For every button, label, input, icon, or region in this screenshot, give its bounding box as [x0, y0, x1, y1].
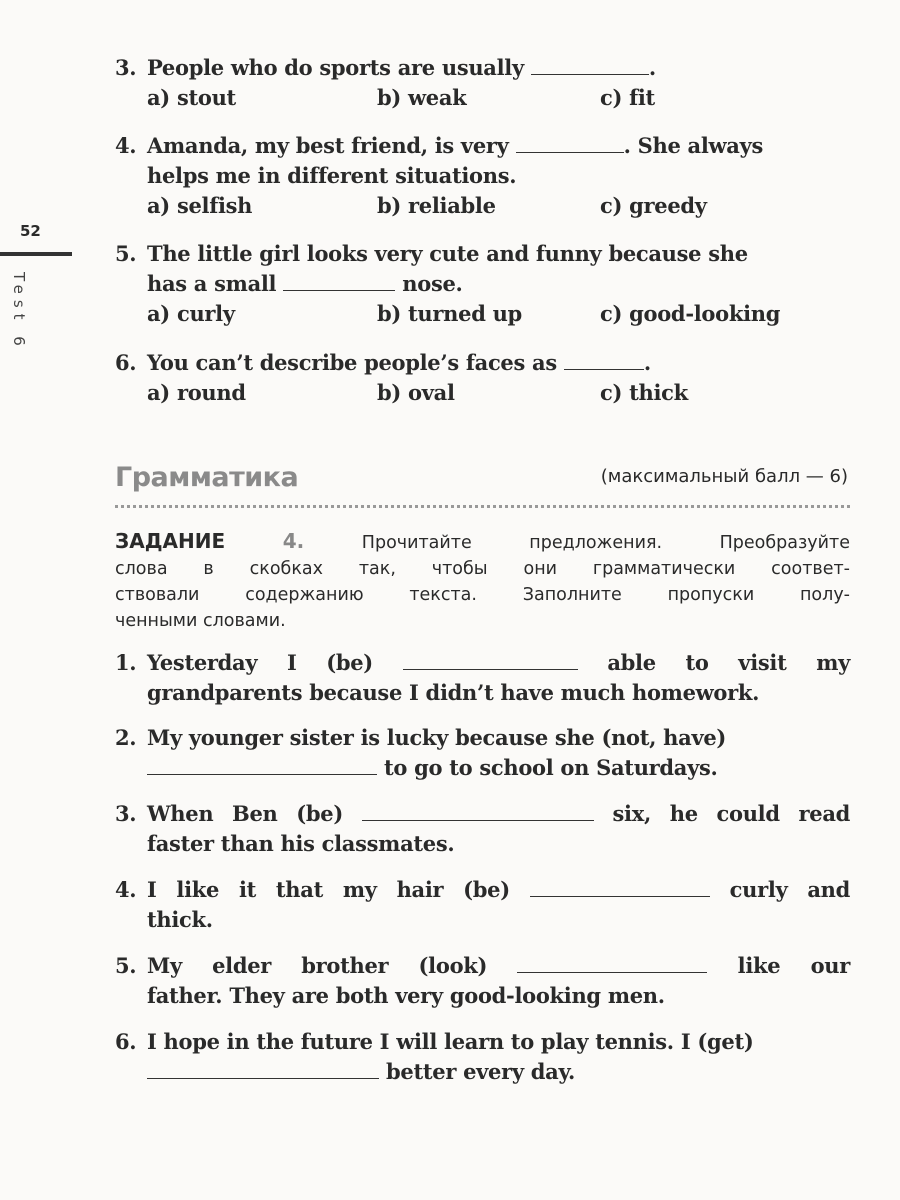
answer-blank[interactable]: [517, 954, 707, 973]
answer-blank[interactable]: [530, 878, 710, 897]
question-text: faster than his classmates.: [147, 831, 455, 856]
option-b[interactable]: b) weak: [377, 85, 467, 110]
question-text: .: [648, 55, 656, 80]
grammar-question-1: [115, 648, 850, 708]
question-text: to go to school on Saturdays.: [384, 755, 718, 780]
question-number: 1.: [115, 650, 137, 675]
grammar-question-2: [115, 723, 850, 783]
question-text: People who do sports are usually: [147, 55, 524, 80]
question-number: 3.: [115, 801, 137, 826]
answer-blank[interactable]: [362, 802, 594, 821]
task-text: слова в скобках так, чтобы они грамматически соответ-: [115, 559, 850, 579]
task-text: ствовали содержанию текста. Заполните пропуски полу-: [115, 585, 850, 605]
question-text: six, he could read: [612, 801, 851, 826]
answer-blank[interactable]: [403, 651, 578, 670]
question-text: .: [643, 350, 651, 375]
question-text: My elder brother (look): [147, 953, 488, 978]
question-number: 3.: [115, 55, 137, 80]
grammar-question-5: [115, 951, 850, 1011]
question-number: 4.: [115, 133, 137, 158]
option-a[interactable]: a) selfish: [147, 193, 253, 218]
question-text: Amanda, my best friend, is very: [147, 133, 509, 158]
question-text: The little girl looks very cute and funny because she: [147, 241, 748, 266]
vocab-question-4: [115, 131, 850, 221]
task-text: Прочитайте предложения. Преобразуйте: [361, 533, 850, 553]
task-text: ченными словами.: [115, 611, 286, 631]
question-text: like our: [737, 953, 851, 978]
task-number: 4.: [282, 529, 305, 553]
option-b[interactable]: b) turned up: [377, 301, 522, 326]
grammar-question-3: [115, 799, 850, 859]
option-b[interactable]: b) reliable: [377, 193, 496, 218]
option-c[interactable]: c) greedy: [600, 193, 707, 218]
option-c[interactable]: c) good-looking: [600, 301, 781, 326]
option-c[interactable]: c) thick: [600, 380, 688, 405]
question-number: 2.: [115, 725, 137, 750]
question-text: I like it that my hair (be): [147, 877, 510, 902]
dotted-divider: [115, 505, 850, 508]
answer-blank[interactable]: [283, 272, 395, 291]
question-text: able to visit my: [607, 650, 851, 675]
question-text: I hope in the future I will learn to play tennis. I (get): [147, 1029, 754, 1054]
question-number: 6.: [115, 1029, 137, 1054]
answer-blank[interactable]: [516, 134, 624, 153]
option-b[interactable]: b) oval: [377, 380, 455, 405]
section-title: Грамматика: [115, 462, 299, 493]
question-text: Yesterday I (be): [147, 650, 373, 675]
grammar-question-6: [115, 1027, 850, 1087]
max-score: (максимальный балл — 6): [600, 466, 848, 487]
question-text: My younger sister is lucky because she (not, have): [147, 725, 727, 750]
task-instructions: [115, 528, 850, 634]
question-text: You can’t describe people’s faces as: [147, 350, 557, 375]
test-label: Test 6: [10, 272, 28, 352]
question-text: nose.: [402, 271, 463, 296]
question-text: thick.: [147, 907, 213, 932]
answer-blank[interactable]: [147, 756, 377, 775]
answer-blank[interactable]: [147, 1060, 379, 1079]
question-number: 4.: [115, 877, 137, 902]
option-a[interactable]: a) curly: [147, 301, 235, 326]
page-number: 52: [20, 222, 41, 240]
margin-rule: [0, 252, 72, 256]
task-label: ЗАДАНИЕ: [115, 529, 226, 553]
vocab-question-3: [115, 53, 850, 113]
option-c[interactable]: c) fit: [600, 85, 655, 110]
question-text: grandparents because I didn’t have much homework.: [147, 680, 760, 705]
vocab-question-5: [115, 239, 850, 329]
question-text: When Ben (be): [147, 801, 343, 826]
option-a[interactable]: a) stout: [147, 85, 236, 110]
vocab-question-6: [115, 348, 850, 408]
question-text: father. They are both very good-looking men.: [147, 983, 665, 1008]
answer-blank[interactable]: [564, 351, 644, 370]
question-number: 5.: [115, 241, 137, 266]
question-text: has a small: [147, 271, 277, 296]
question-number: 5.: [115, 953, 137, 978]
option-a[interactable]: a) round: [147, 380, 246, 405]
question-number: 6.: [115, 350, 137, 375]
question-text: curly and: [729, 877, 851, 902]
question-text: better every day.: [386, 1059, 575, 1084]
question-text: . She always: [623, 133, 764, 158]
question-text: helps me in different situations.: [147, 163, 517, 188]
answer-blank[interactable]: [531, 56, 649, 75]
grammar-question-4: [115, 875, 850, 935]
